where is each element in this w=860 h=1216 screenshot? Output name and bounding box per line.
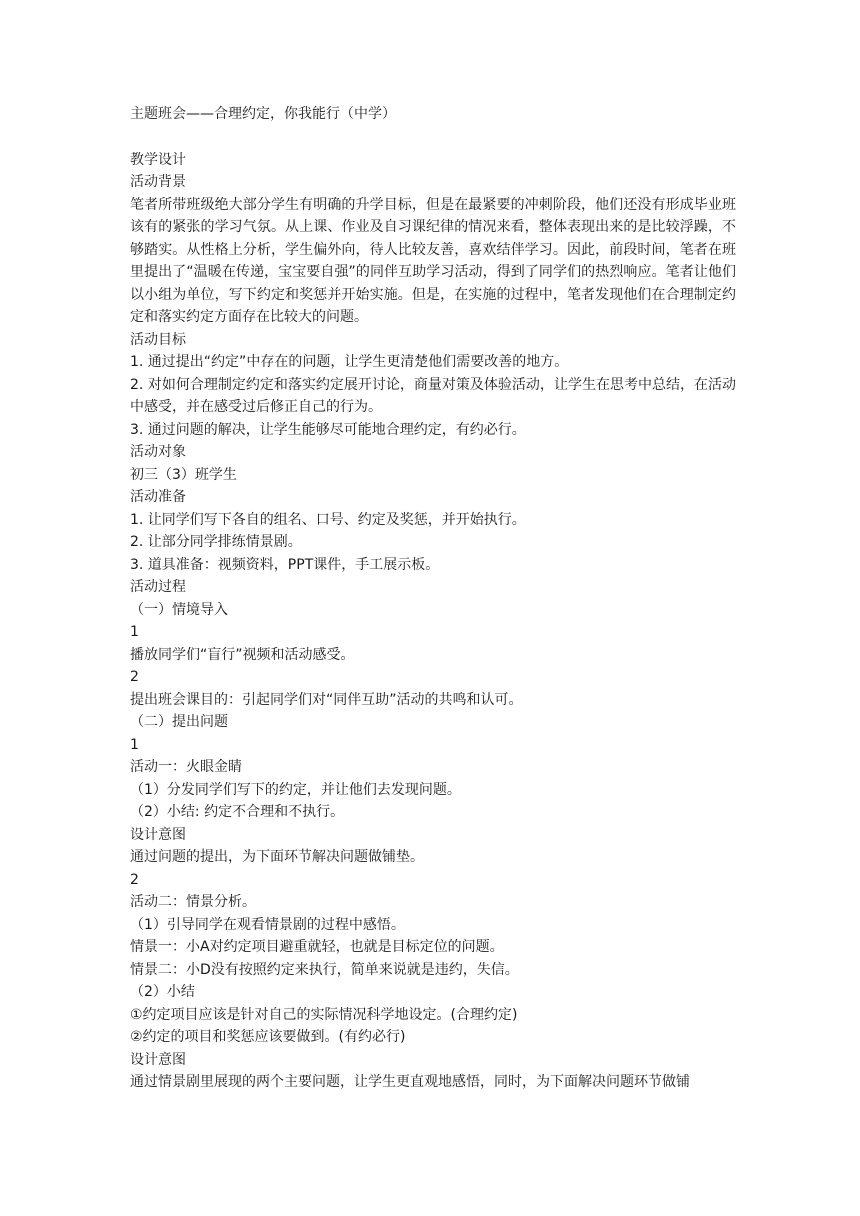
body-line: 活动目标 — [130, 331, 186, 348]
body-line: 1. 通过提出“约定”中存在的问题，让学生更清楚他们需要改善的地方。 — [130, 354, 569, 370]
body-line: 情景二：小D没有按照约定来执行，简单来说就是违约，失信。 — [130, 961, 519, 978]
body-paragraph: 2. 对如何合理制定约定和落实约定展开讨论，商量对策及体验活动，让学生在思考中总结，在活动中感受，并在感受过后修正自己的行为。 — [130, 376, 736, 415]
document-title: 主题班会——合理约定，你我能行（中学） — [130, 106, 396, 122]
body-line: 活动对象 — [130, 444, 186, 460]
body-line: 1. 让同学们写下各自的组名、口号、约定及奖惩，并开始执行。 — [130, 511, 526, 528]
body-line: （一）情境导入 — [130, 601, 228, 618]
body-line: （2）小结: 约定不合理和不执行。 — [130, 804, 345, 820]
body-line: （1）分发同学们写下的约定，并让他们去发现问题。 — [130, 781, 461, 798]
body-line: 初三（3）班学生 — [130, 466, 237, 483]
body-line: 活动二：情景分析。 — [130, 894, 256, 910]
body-line: 通过情景剧里展现的两个主要问题，让学生更直观地感悟，同时，为下面解决问题环节做铺 — [130, 1074, 690, 1090]
body-line: 1 — [130, 736, 139, 753]
body-line: ②约定的项目和奖惩应该要做到。(有约必行) — [130, 1029, 406, 1045]
document-body — [130, 149, 736, 1094]
blank-line — [130, 126, 736, 149]
body-line: 2 — [130, 669, 139, 685]
body-line: ①约定项目应该是针对自己的实际情况科学地设定。(合理约定) — [130, 1006, 518, 1023]
body-line: 设计意图 — [130, 826, 186, 843]
body-line: 活动背景 — [130, 174, 186, 190]
body-line: 2. 让部分同学排练情景剧。 — [130, 534, 302, 550]
body-line: 活动准备 — [130, 489, 186, 505]
body-line: 活动过程 — [130, 579, 186, 595]
body-line: 通过问题的提出，为下面环节解决问题做铺垫。 — [130, 849, 424, 865]
body-line: 播放同学们“盲行”视频和活动感受。 — [130, 646, 355, 663]
body-line: （1）引导同学在观看情景剧的过程中感悟。 — [130, 916, 405, 933]
body-line: 活动一：火眼金睛 — [130, 759, 242, 775]
body-line: 3. 道具准备：视频资料，PPT课件，手工展示板。 — [130, 556, 440, 573]
body-line: 教学设计 — [130, 151, 186, 168]
body-line: 设计意图 — [130, 1051, 186, 1068]
document-page — [130, 103, 736, 1094]
body-line: （2）小结 — [130, 984, 195, 1000]
body-line: 情景一：小A对约定项目避重就轻，也就是目标定位的问题。 — [130, 939, 504, 955]
body-line: 2 — [130, 871, 139, 888]
body-paragraph: 笔者所带班级绝大部分学生有明确的升学目标，但是在最紧要的冲刺阶段，他们还没有形成毕业班该有的紧张的学习气氛。从上课、作业及自习课纪律的情况来看，整体表现出来的是比较浮躁，不够踏实。从性格上分析，学生偏外向，待人比较友善，喜欢结伴学习。因此，前段时间，笔者在班里提出了“温暖在传递，宝宝要自强”的同伴互助学习活动，得到了同学们的热烈响应。笔者让他们以小组为单位，写下约定和奖惩并开始实施。但是，在实施的过程中，笔者发现他们在合理制定约定和落实约定方面存在比较大的问题。 — [130, 196, 736, 325]
body-line: 3. 通过问题的解决，让学生能够尽可能地合理约定，有约必行。 — [130, 421, 526, 438]
body-line: （二）提出问题 — [130, 714, 228, 730]
body-line: 1 — [130, 624, 139, 640]
body-line: 提出班会课目的：引起同学们对“同伴互助”活动的共鸣和认可。 — [130, 691, 523, 708]
